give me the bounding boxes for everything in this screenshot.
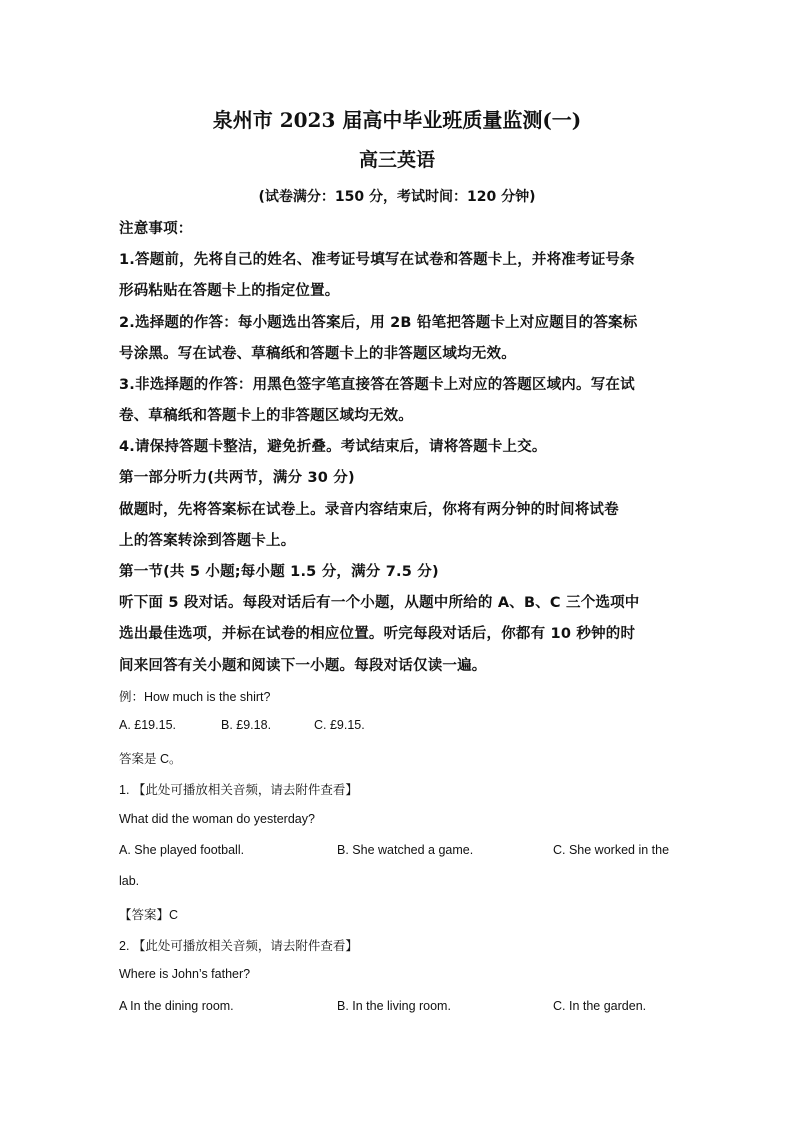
question-label: 1. 【此处可播放相关音频，请去附件查看】 — [119, 783, 358, 797]
notice-line: 形码粘贴在答题卡上的指定位置。 — [119, 283, 340, 299]
option-c: C. She worked in the — [553, 843, 670, 857]
document-subtitle: 高三英语 — [358, 149, 435, 171]
example-option-a: A. £19.15. — [119, 718, 176, 732]
notice-line: 3.非选择题的作答：用黑色签字笔直接答在答题卡上对应的答题区域内。写在试 — [119, 377, 635, 393]
exam-meta: (试卷满分：150 分，考试时间：120 分钟) — [258, 189, 536, 205]
notice-line: 号涂黑。写在试卷、草稿纸和答题卡上的非答题区域均无效。 — [119, 346, 516, 362]
question-label: 2. 【此处可播放相关音频，请去附件查看】 — [119, 939, 358, 953]
notice-heading: 注意事项： — [119, 221, 193, 237]
notice-line: 2.选择题的作答：每小题选出答案后，用 2B 铅笔把答题卡上对应题目的答案标 — [119, 315, 638, 331]
part-intro-line: 做题时，先将答案标在试卷上。录音内容结束后，你将有两分钟的时间将试卷 — [119, 502, 619, 518]
example-question: 例：How much is the shirt? — [119, 690, 271, 704]
question-text: What did the woman do yesterday? — [119, 812, 315, 826]
example-option-b: B. £9.18. — [221, 718, 272, 732]
notice-line: 4.请保持答题卡整洁，避免折叠。考试结束后，请将答题卡上交。 — [119, 439, 547, 455]
section-intro-line: 选出最佳选项，并标在试卷的相应位置。听完每段对话后，你都有 10 秒钟的时 — [119, 626, 636, 642]
option-a: A. She played football. — [119, 843, 245, 857]
notice-line: 1.答题前，先将自己的姓名、准考证号填写在试卷和答题卡上，并将准考证号条 — [119, 252, 635, 268]
section-heading: 第一节(共 5 小题;每小题 1.5 分，满分 7.5 分) — [119, 564, 439, 580]
part-intro-line: 上的答案转涂到答题卡上。 — [119, 533, 296, 549]
document-title: 泉州市 2023 届高中毕业班质量监测(一) — [212, 108, 582, 132]
option-b: B. In the living room. — [337, 999, 451, 1013]
example-option-c: C. £9.15. — [314, 718, 365, 732]
section-intro-line: 听下面 5 段对话。每段对话后有一个小题，从题中所给的 A、B、C 三个选项中 — [119, 595, 640, 611]
option-b: B. She watched a game. — [337, 843, 474, 857]
option-c-wrap: lab. — [119, 874, 140, 888]
notice-line: 卷、草稿纸和答题卡上的非答题区域均无效。 — [119, 408, 413, 424]
question-answer: 【答案】C — [119, 908, 179, 922]
option-a: A In the dining room. — [119, 999, 234, 1013]
example-answer: 答案是 C。 — [119, 752, 182, 766]
option-c: C. In the garden. — [553, 999, 647, 1013]
question-text: Where is John’s father? — [119, 967, 251, 981]
section-intro-line: 间来回答有关小题和阅读下一小题。每段对话仅读一遍。 — [119, 658, 487, 674]
part-heading: 第一部分听力(共两节，满分 30 分) — [119, 470, 355, 486]
